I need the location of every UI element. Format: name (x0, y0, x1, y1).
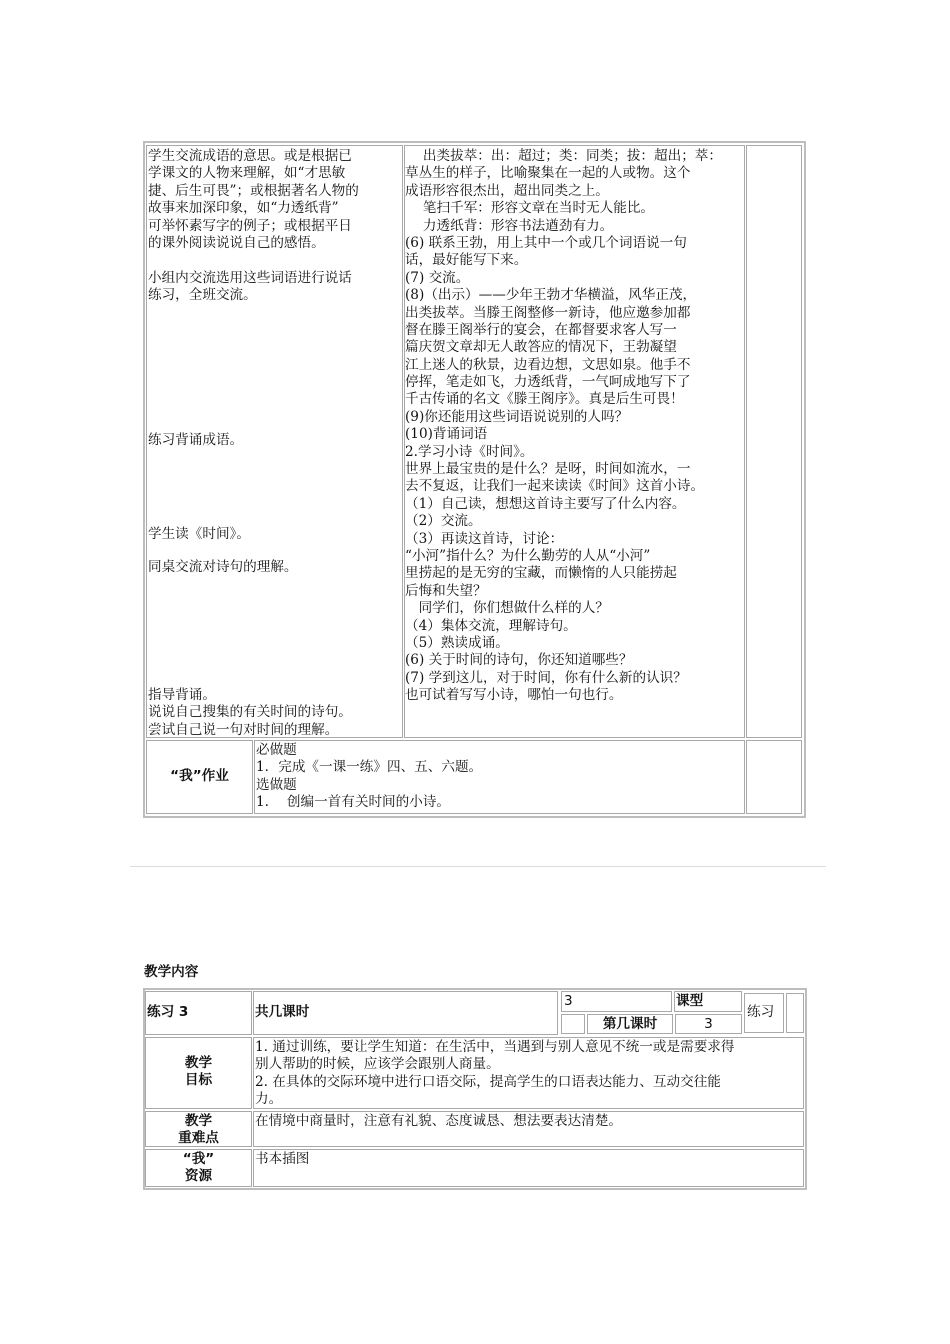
text-line: 学生交流成语的意思。或是根据已 (148, 148, 352, 164)
text-line: 出类拔萃：出：超过；类：同类；拔：超出；萃： (405, 148, 722, 164)
text-line: 篇庆贺文章却无人敢答应的情况下，王勃凝望 (405, 339, 677, 356)
goals-label-line: 教学 (184, 1055, 213, 1071)
text-line: (8)（出示）——少年王勃才华横溢，风华正茂， (405, 287, 697, 304)
guided-recite-text (148, 687, 352, 738)
text-line: 必做题 (256, 742, 297, 758)
text-line: （1）自己读，想想这首诗主要写了什么内容。 (405, 495, 686, 512)
notes-cell (746, 145, 802, 738)
resources-text: 书本插图 (255, 1151, 310, 1167)
lesson-type-label: 课型 (676, 993, 704, 1009)
text-line: (6) 联系王勃，用上其中一个或几个词语说一句 (405, 234, 687, 251)
text-line: (7) 交流。 (405, 269, 470, 286)
text-line: 成语形容很杰出，超出同类之上。 (405, 182, 609, 199)
text-line: 1．完成《一课一练》四、五、六题。 (256, 759, 483, 776)
resources-content-cell (253, 1149, 804, 1187)
text-line: 的课外阅读说说自己的感悟。 (148, 234, 325, 251)
which-lesson-label-cell (587, 1014, 673, 1034)
text-line: 草丛生的样子，比喻聚集在一起的人或物。这个 (405, 165, 691, 182)
text-line: (9)你还能用这些词语说说别的人吗？ (405, 408, 629, 425)
text-line: “小河”指什么？为什么勤劳的人从“小河” (405, 547, 651, 564)
goals-text (255, 1039, 734, 1109)
text-line: (7) 学到这儿，对于时间，你有什么新的认识？ (405, 669, 687, 686)
res-label-line: 资源 (184, 1168, 213, 1185)
text-line: 故事来加深印象，如“力透纸背” (148, 200, 339, 217)
total-lessons-value-cell (561, 991, 672, 1012)
text-line: 江上迷人的秋景，边看边想，文思如泉。他手不 (405, 356, 691, 373)
which-lesson-value-cell (675, 1014, 742, 1034)
total-lessons-label: 共几课时 (255, 1004, 310, 1020)
text-line: 练习，全班交流。 (148, 287, 257, 304)
text-line: 笔扫千军：形容文章在当时无人能比。 (405, 200, 655, 217)
key-points-label-cell (145, 1111, 252, 1147)
key-points-content-cell (253, 1111, 804, 1147)
text-line: 尝试自己说一句对时间的理解。 (148, 721, 339, 738)
total-lessons-value: 3 (564, 993, 573, 1009)
text-line: （2）交流。 (405, 513, 482, 530)
text-line: 也可试着写写小诗，哪怕一句也行。 (405, 687, 623, 704)
key-points-text: 在情境中商量时，注意有礼貌、态度诚恳、想法要表达清楚。 (255, 1113, 623, 1129)
text-line: 力透纸背：形容书法遒劲有力。 (405, 217, 614, 234)
text-line: 1. 创编一首有关时间的小诗。 (256, 794, 451, 811)
text-line: (6) 关于时间的诗句，你还知道哪些？ (405, 652, 633, 669)
goals-label-cell (145, 1037, 252, 1109)
text-line: 捷、后生可畏”；或根据著名人物的 (148, 182, 359, 199)
text-line: 去不复返，让我们一起来读读《时间》这首小诗。 (405, 478, 705, 495)
student-activity-intro (148, 148, 359, 305)
lesson-type-label-cell (674, 991, 742, 1012)
total-lessons-label-cell (253, 991, 558, 1035)
key-label-line: 教学 (184, 1113, 213, 1129)
lesson-name-cell (145, 991, 252, 1035)
text-line: 千古传诵的名文《滕王阁序》。真是后生可畏！ (405, 391, 684, 408)
text-line: （4）集体交流，理解诗句。 (405, 617, 577, 634)
read-poem-text: 学生读《时间》。 (148, 526, 250, 542)
resources-label (146, 1151, 251, 1186)
which-lesson-label: 第几课时 (602, 1016, 658, 1032)
practice-recite-text: 练习背诵成语。 (148, 432, 244, 448)
text-line: 2. 在具体的交际环境中进行口语交际，提高学生的口语表达能力、互动交往能 (255, 1073, 721, 1090)
text-line: 督在滕王阁举行的宴会，在都督要求客人写一 (405, 321, 677, 338)
homework-content-cell (254, 740, 745, 814)
resources-label-cell (145, 1149, 252, 1187)
goals-label (146, 1055, 251, 1090)
text-line: 出类拔萃。当滕王阁整修一新诗，他应邀参加都 (405, 304, 691, 321)
text-line: 可举怀素写字的例子；或根据平日 (148, 217, 352, 234)
page-divider (130, 866, 826, 867)
text-line: 学课文的人物来理解，如“才思敏 (148, 165, 346, 182)
discuss-poem-text: 同桌交流对诗句的理解。 (148, 559, 298, 575)
which-lesson-spacer-cell (561, 1014, 585, 1034)
text-line: 说说自己搜集的有关时间的诗句。 (148, 704, 352, 721)
text-line: （5）熟读成诵。 (405, 634, 509, 651)
text-line: 世界上最宝贵的是什么？是呀，时间如流水，一 (405, 461, 691, 478)
homework-label-cell (146, 740, 253, 814)
lesson-type-extra-cell (786, 993, 804, 1033)
goals-content-cell (253, 1037, 804, 1109)
key-label-line: 重难点 (178, 1130, 219, 1147)
res-label-line: “我” (182, 1151, 215, 1167)
text-line: 同学们，你们想做什么样的人？ (405, 600, 609, 617)
homework-label: “我”作业 (170, 768, 229, 784)
section-title: 教学内容 (144, 964, 199, 980)
lesson-type-value: 练习 (747, 1004, 775, 1020)
homework-text (256, 742, 482, 812)
teacher-activity-cell (404, 145, 745, 738)
key-points-label (146, 1113, 251, 1147)
text-line: 1. 通过训练，要让学生知道：在生活中，当遇到与别人意见不统一或是需要求得 (255, 1039, 735, 1055)
text-line: 小组内交流选用这些词语进行说话 (148, 269, 352, 286)
text-line: 指导背诵。 (148, 687, 216, 703)
text-line: 停挥，笔走如飞，力透纸背，一气呵成地写下了 (405, 374, 691, 391)
text-line: 里捞起的是无穷的宝藏，而懒惰的人只能捞起 (405, 565, 677, 582)
homework-notes-cell (746, 740, 802, 814)
text-line: (10)背诵词语 (405, 426, 488, 443)
which-lesson-value: 3 (704, 1016, 713, 1032)
student-activity-cell (146, 145, 403, 738)
text-line: 力。 (255, 1091, 283, 1108)
text-line (148, 252, 359, 269)
text-line: 后悔和失望？ (405, 582, 487, 599)
text-line: （3）再读这首诗，讨论： (405, 530, 564, 547)
teacher-activity-text (405, 148, 722, 705)
text-line: 2.学习小诗《时间》。 (405, 443, 534, 460)
text-line: 选做题 (256, 776, 297, 793)
lesson-type-value-cell (744, 993, 784, 1033)
goals-label-line: 目标 (184, 1072, 213, 1089)
text-line: 别人帮助的时候，应该学会跟别人商量。 (255, 1056, 500, 1073)
lesson-name: 练习 3 (147, 1004, 189, 1020)
text-line: 话，最好能写下来。 (405, 252, 528, 269)
